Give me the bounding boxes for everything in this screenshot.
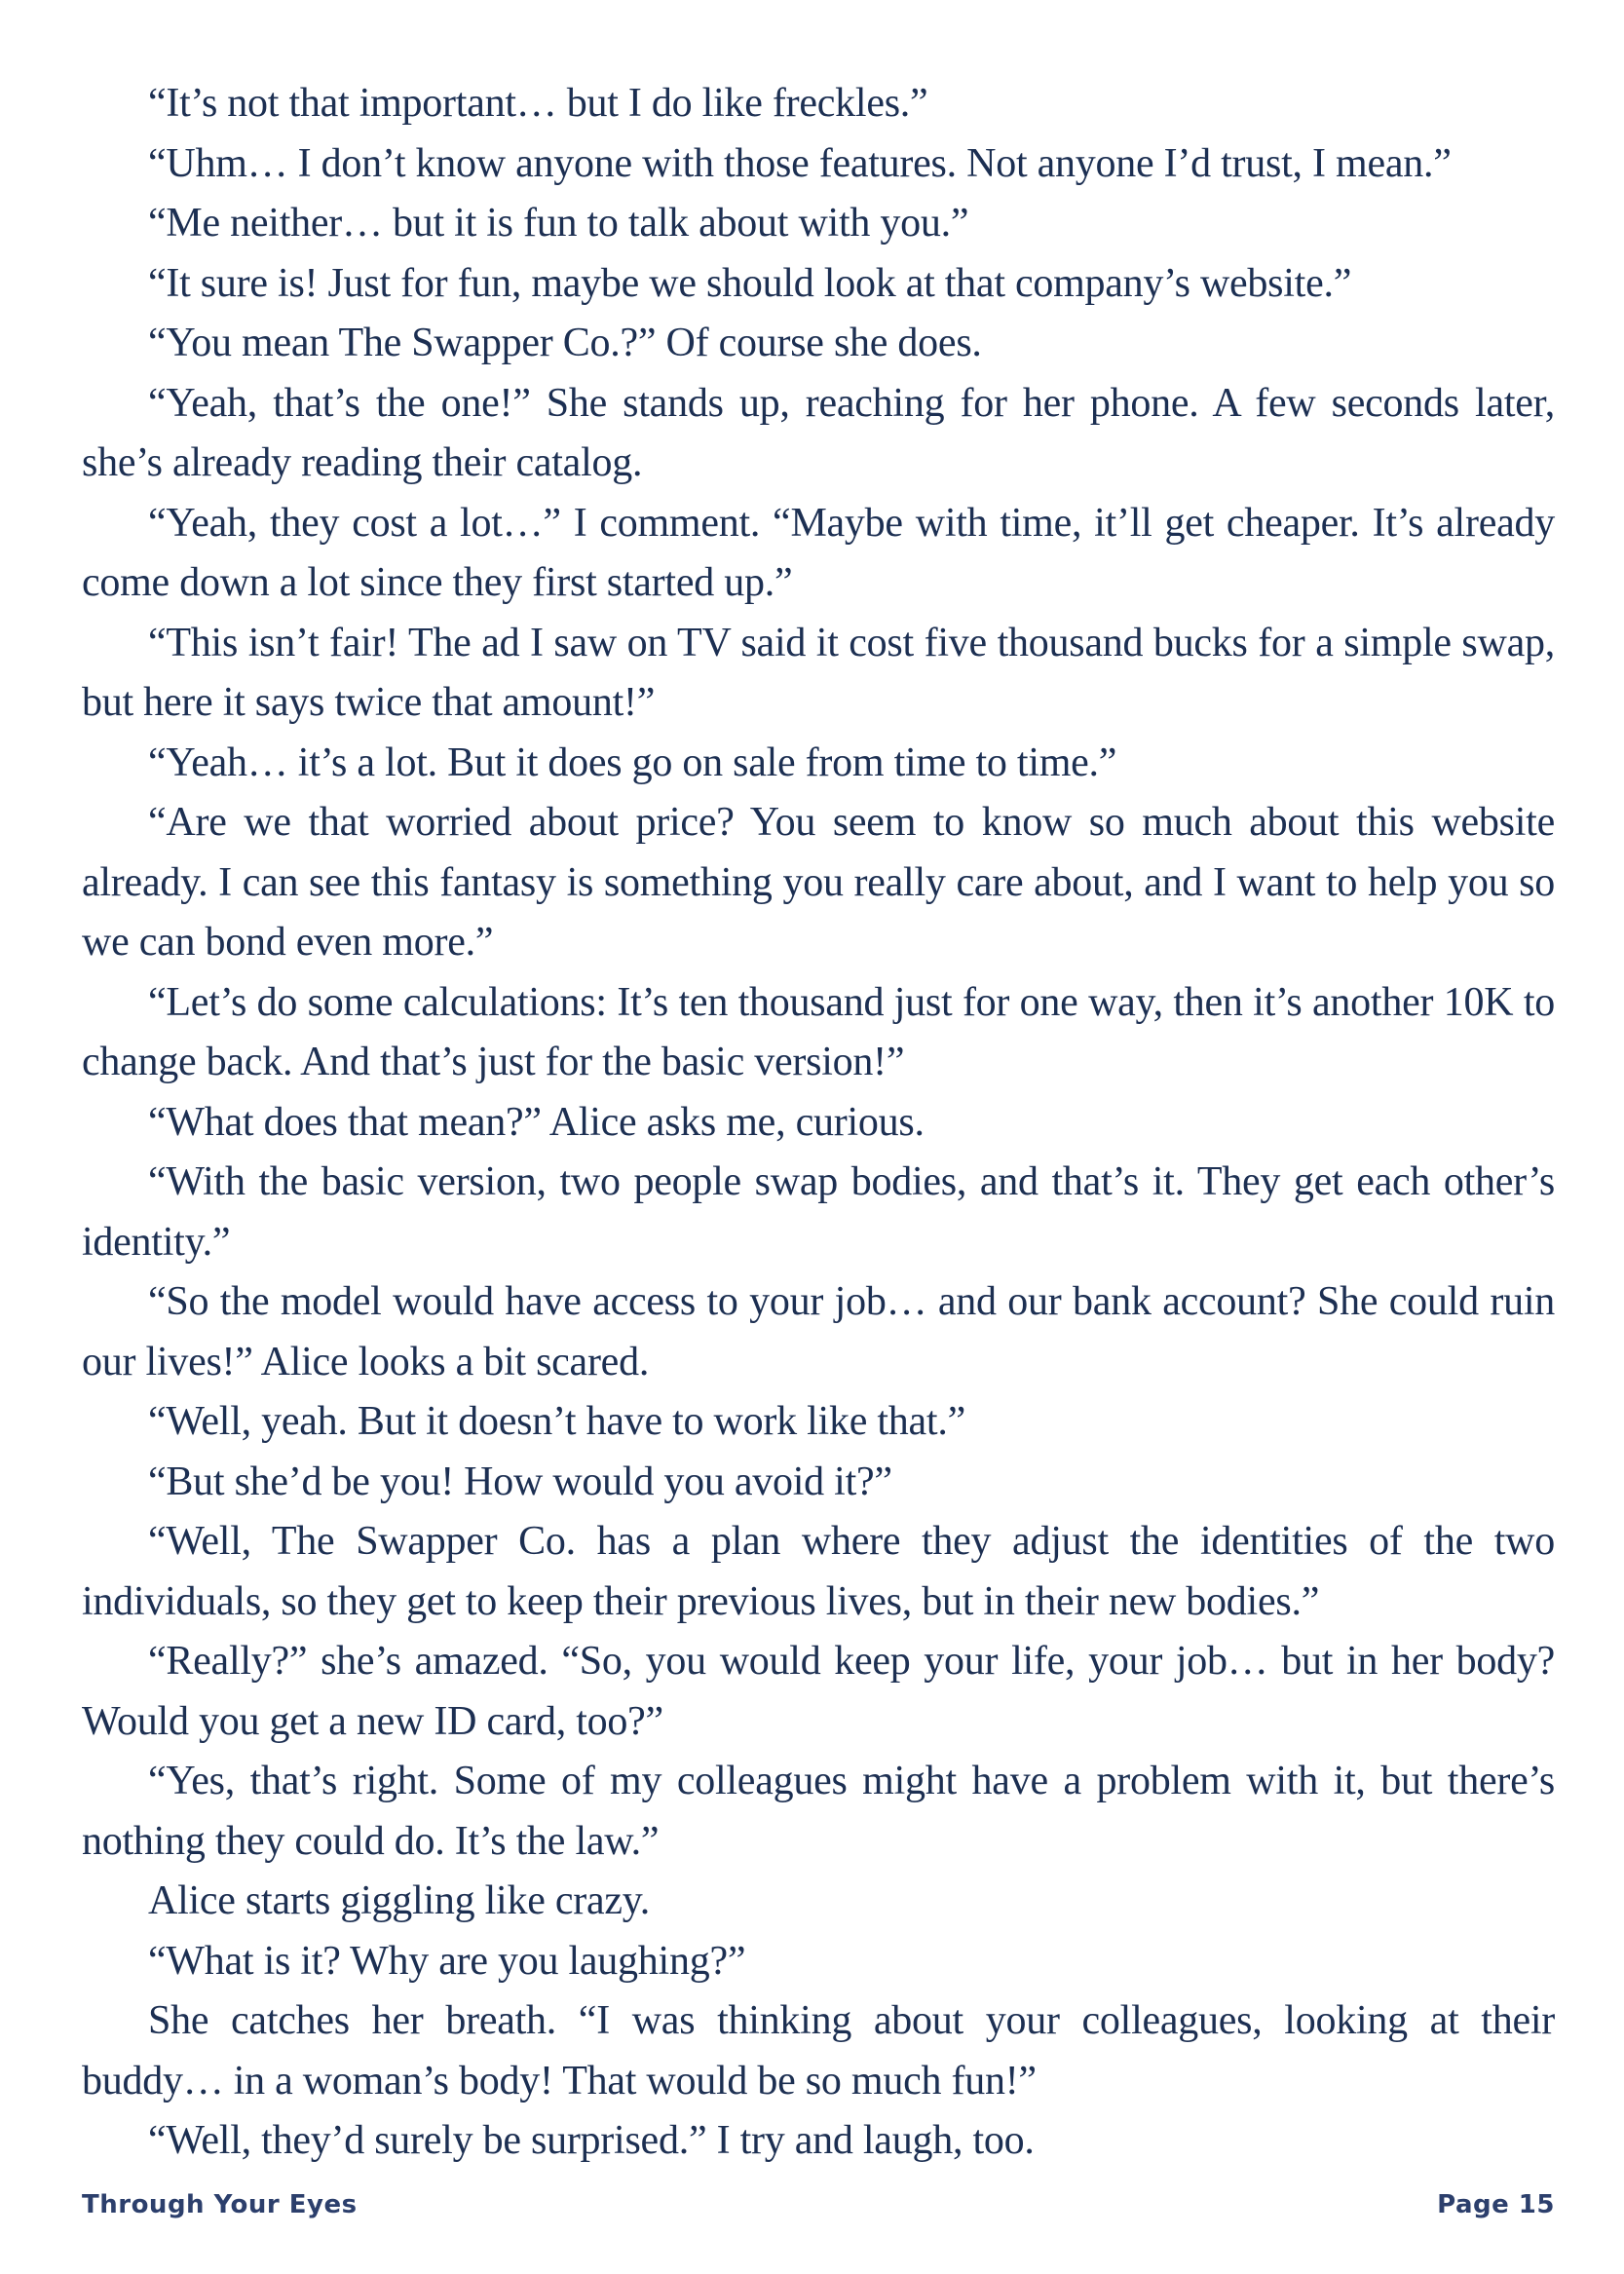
paragraph-3: “Me neither… but it is fun to talk about with you.” bbox=[148, 201, 969, 246]
paragraph-21: “What is it? Why are you laughing?” bbox=[148, 1938, 746, 1984]
paragraph-20: Alice starts giggling like crazy. bbox=[148, 1878, 651, 1923]
paragraph-19: “Yes, that’s right. Some of my colleagues might have a problem with it, but there’s nothing they could do. It’s the law.” bbox=[82, 1759, 1555, 1864]
paragraph-8: “This isn’t fair! The ad I saw on TV said it cost five thousand bucks for a simple swap, but here it says twice that amount!” bbox=[82, 620, 1555, 725]
paragraph-23: “Well, they’d surely be surprised.” I try and laugh, too. bbox=[148, 2118, 1035, 2163]
paragraph-7: “Yeah, they cost a lot…” I comment. “Maybe with time, it’ll get cheaper. It’s already come down a lot since they first started up.” bbox=[82, 500, 1555, 605]
paragraph-22: She catches her breath. “I was thinking about your colleagues, looking at their buddy… in a woman’s body! That would be so much fun!” bbox=[82, 1998, 1555, 2103]
paragraph-9: “Yeah… it’s a lot. But it does go on sale from time to time.” bbox=[148, 739, 1117, 785]
paragraph-11: “Let’s do some calculations: It’s ten thousand just for one way, then it’s another 10K to change back. And that’s just for the basic version!” bbox=[82, 979, 1555, 1084]
paragraph-13: “With the basic version, two people swap bodies, and that’s it. They get each other’s identity.” bbox=[82, 1159, 1555, 1265]
footer-book-title: Through Your Eyes bbox=[82, 2190, 358, 2219]
paragraph-18: “Really?” she’s amazed. “So, you would keep your life, your job… but in her body? Would you get a new ID card, too?” bbox=[82, 1639, 1555, 1744]
page-body-text bbox=[82, 74, 1555, 2172]
paragraph-4: “It sure is! Just for fun, maybe we should look at that company’s website.” bbox=[148, 260, 1352, 306]
paragraph-1: “It’s not that important… but I do like freckles.” bbox=[148, 81, 928, 126]
paragraph-6: “Yeah, that’s the one!” She stands up, reaching for her phone. A few seconds later, she’s already reading their catalog. bbox=[82, 380, 1555, 485]
paragraph-15: “Well, yeah. But it doesn’t have to work like that.” bbox=[148, 1399, 965, 1444]
paragraph-14: “So the model would have access to your job… and our bank account? She could ruin our lives!” Alice looks a bit scared. bbox=[82, 1279, 1555, 1384]
footer-page-number: Page 15 bbox=[1437, 2190, 1555, 2219]
paragraph-17: “Well, The Swapper Co. has a plan where they adjust the identities of the two individuals, so they get to keep their previous lives, but in their new bodies.” bbox=[82, 1519, 1555, 1624]
paragraph-5: “You mean The Swapper Co.?” Of course she does. bbox=[148, 321, 982, 365]
paragraph-10: “Are we that worried about price? You seem to know so much about this website already. I can see this fantasy is something you really care about, and I want to help you so we can bond even more.” bbox=[82, 800, 1555, 965]
paragraph-16: “But she’d be you! How would you avoid it?” bbox=[148, 1459, 892, 1504]
page-footer bbox=[82, 2190, 1555, 2229]
paragraph-2: “Uhm… I don’t know anyone with those features. Not anyone I’d trust, I mean.” bbox=[148, 140, 1452, 186]
paragraph-12: “What does that mean?” Alice asks me, curious. bbox=[148, 1099, 925, 1145]
